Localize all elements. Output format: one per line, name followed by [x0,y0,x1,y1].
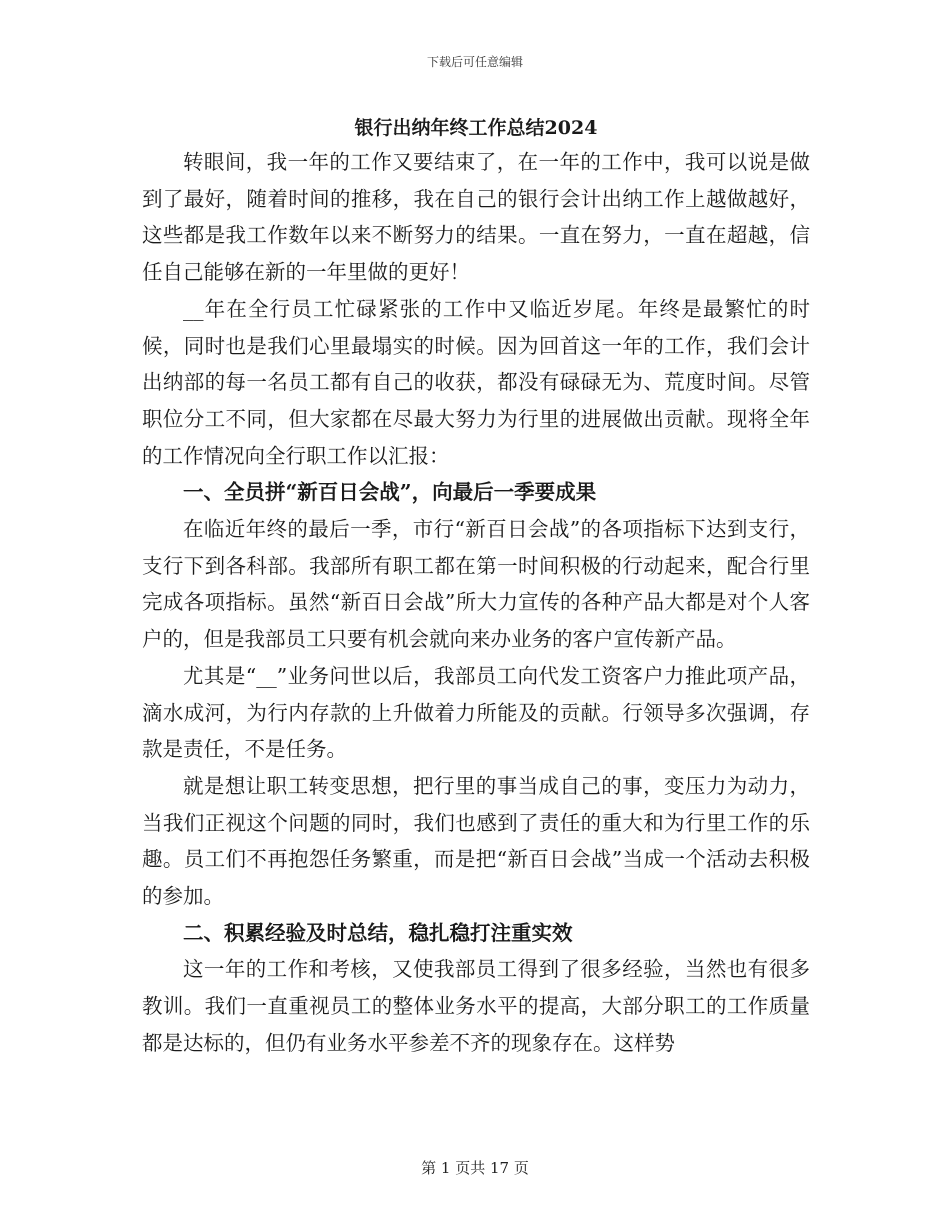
paragraph: 尤其是“__”业务问世以后，我部员工向代发工资客户力推此项产品，滴水成河，为行内存款的上升做着力所能及的贡献。行领导多次强调，存款是责任，不是任务。 [142,663,810,762]
section-heading: 二、积累经验及时总结，稳扎稳打注重实效 [183,920,573,945]
header-note: 下载后可任意编辑 [426,55,523,69]
document-body [142,112,810,1062]
document-title: 银行出纳年终工作总结2024 [354,117,598,139]
paragraph: 就是想让职工转变思想，把行里的事当成自己的事，变压力为动力，当我们正视这个问题的同时，我们也感到了责任的重大和为行里工作的乐趣。员工们不再抱怨任务繁重，而是把“新百日会战”当成一个活动去积极的参加。 [142,773,810,909]
paragraph: 这一年的工作和考核，又使我部员工得到了很多经验，当然也有很多教训。我们一直重视员工的整体业务水平的提高，大部分职工的工作质量都是达标的，但仍有业务水平参差不齐的现象存在。这样势 [142,957,810,1055]
paragraph: __年在全行员工忙碌紧张的工作中又临近岁尾。年终是最繁忙的时候，同时也是我们心里最塌实的时候。因为回首这一年的工作，我们会计出纳部的每一名员工都有自己的收获，都没有碌碌无为、荒度时间。尽管职位分工不同，但大家都在尽最大努力为行里的进展做出贡献。现将全年的工作情况向全行职工作以汇报： [142,296,810,468]
paragraph: 转眼间，我一年的工作又要结束了，在一年的工作中，我可以说是做到了最好，随着时间的推移，我在自己的银行会计出纳工作上越做越好，这些都是我工作数年以来不断努力的结果。一直在努力，一直在超越，信任自己能够在新的一年里做的更好！ [142,150,810,285]
section-heading: 一、全员拼“新百日会战”，向最后一季要成果 [183,480,597,505]
paragraph: 在临近年终的最后一季，市行“新百日会战”的各项指标下达到支行，支行下到各科部。我部所有职工都在第一时间积极的行动起来，配合行里完成各项指标。虽然“新百日会战”所大力宣传的各种产品大都是对个人客户的，但是我部员工只要有机会就向来办业务的客户宣传新产品。 [142,517,810,652]
page-number-footer: 第 1 页共 17 页 [421,1159,529,1177]
